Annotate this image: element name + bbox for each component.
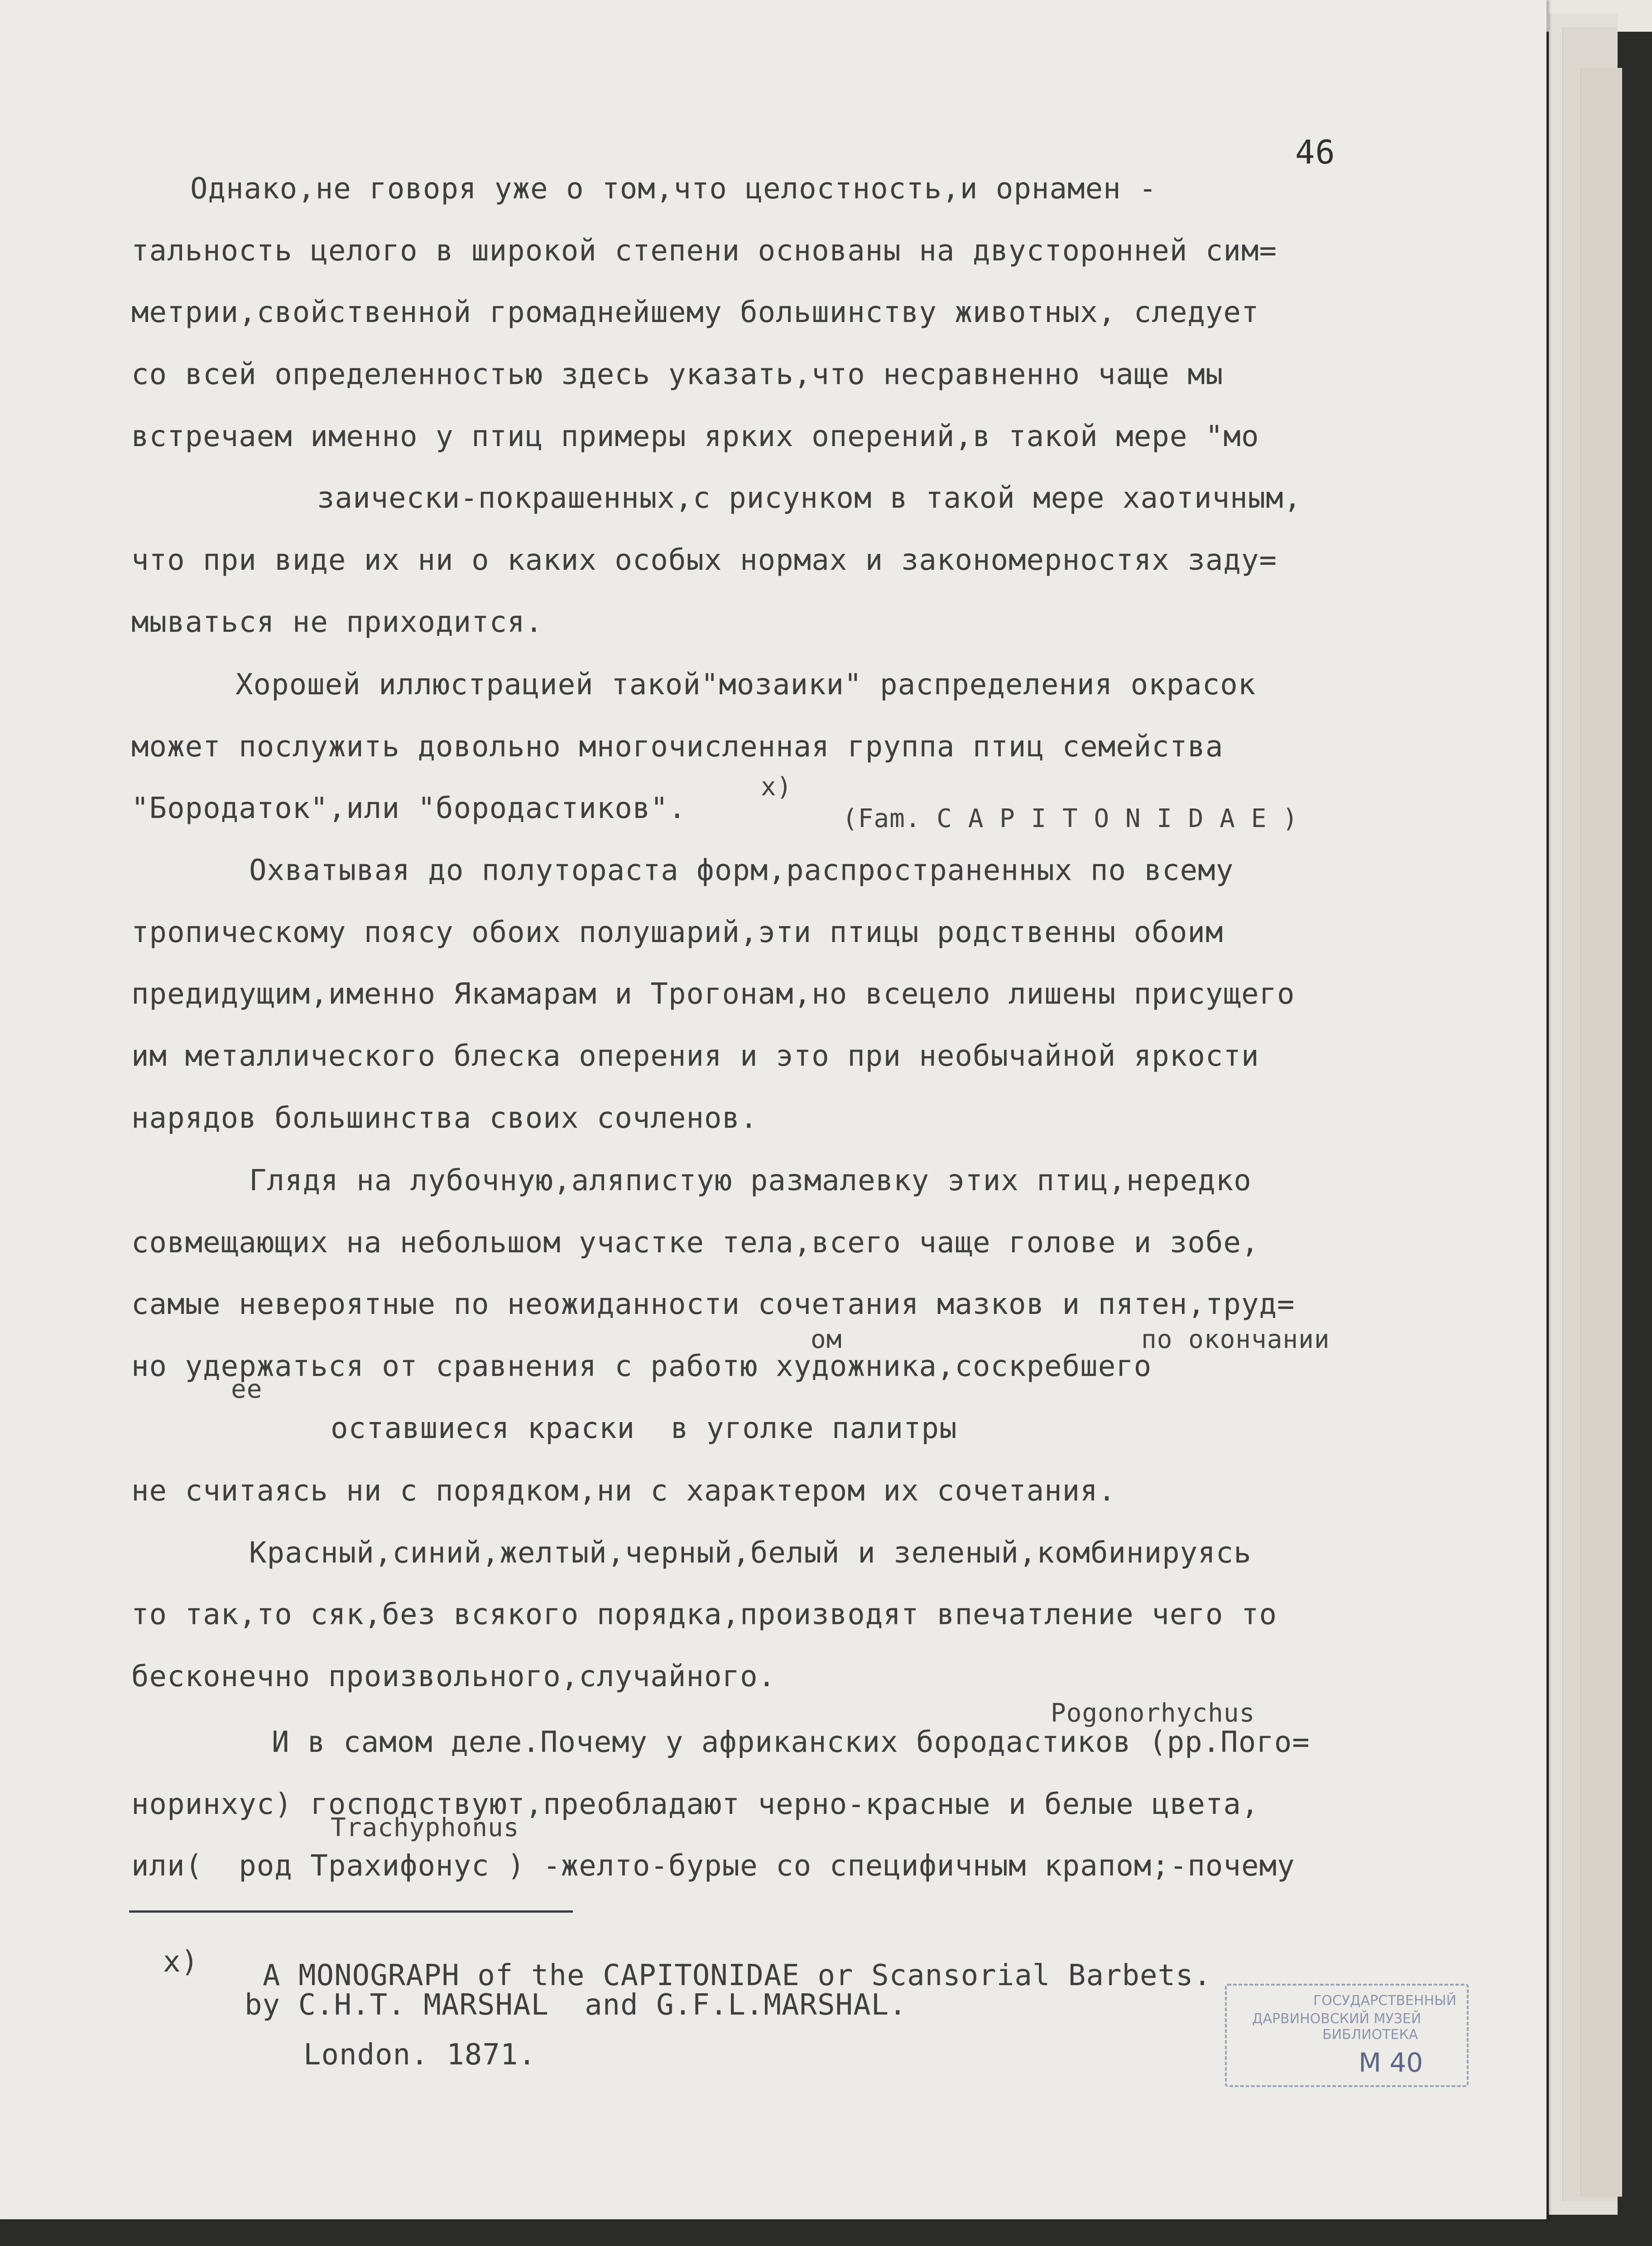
family-name: (Fam. C A P I T O N I D A E ): [842, 804, 1298, 833]
page-number: 46: [1295, 133, 1335, 171]
text-line: предидущим,именно Якамарам и Трогонам,но всецело лишены присущего: [131, 977, 1295, 1011]
text-line: "Бородаток",или "бородастиков".: [131, 792, 687, 825]
text-line: Хорошей иллюстрацией такой"мозаики" распределения окрасок: [235, 668, 1256, 702]
text-line: нарядов большинства своих сочленов.: [131, 1101, 758, 1135]
stamp-line: БИБЛИОТЕКА: [1322, 2027, 1418, 2043]
text-line: совмещающих на небольшом участке тела,всего чаще голове и зобе,: [131, 1226, 1259, 1260]
text-line: оставшиеся краски в уголке палитры: [331, 1412, 957, 1445]
text-line: не считаясь ни с порядком,ни с характером их сочетания.: [131, 1474, 1116, 1508]
text-line: Красный,синий,желтый,черный,белый и зеленый,комбинируясь: [249, 1536, 1252, 1570]
text-line: тропическому поясу обоих полушарий,эти птицы родственны обоим: [131, 916, 1224, 949]
correction-note: ом: [811, 1325, 842, 1354]
text-line: но удержаться от сравнения с работю художника,соскребшего: [131, 1350, 1152, 1383]
text-line: то так,то сяк,без всякого порядка,производят впечатление чего то: [131, 1598, 1277, 1631]
correction-note: по окончании: [1141, 1325, 1330, 1354]
footnote-line: A MONOGRAPH of the CAPITONIDAE or Scansorial Barbets.: [263, 1959, 1212, 1992]
correction-note: ее: [231, 1375, 263, 1404]
text-line: Однако,не говоря уже о том,что целостность,и орнамен -: [190, 172, 1157, 206]
text-line: или( род Трахифонус ) -желто-бурые со специфичным крапом;-почему: [131, 1849, 1295, 1883]
text-line: норинхус) господствуют,преобладают черно-красные и белые цвета,: [131, 1788, 1259, 1821]
text-line: заически-покрашенных,с рисунком в такой мере хаотичным,: [317, 481, 1302, 515]
stamp-mark: М 40: [1359, 2047, 1423, 2078]
text-line: может послужить довольно многочисленная группа птиц семейства: [131, 730, 1224, 764]
text-line: мываться не приходится.: [131, 606, 543, 639]
footnote-mark: x): [761, 772, 792, 802]
footnote-line: by C.H.T. MARSHAL and G.F.L.MARSHAL.: [245, 1988, 907, 2022]
text-line: самые невероятные по неожиданности сочетания мазков и пятен,труд=: [131, 1288, 1295, 1321]
text-line: И в самом деле.Почему у африканских бородастиков (рр.Пого=: [272, 1726, 1310, 1759]
text-line: со всей определенностью здесь указать,что несравненно чаще мы: [131, 358, 1224, 391]
latin-note: Trachyphonus: [331, 1813, 519, 1842]
text-line: что при виде их ни о каких особых нормах и закономерностях заду=: [131, 543, 1277, 577]
stamp-line: ДАРВИНОВСКИЙ МУЗЕЙ: [1252, 2011, 1421, 2027]
underlying-page: [1580, 68, 1622, 2197]
text-line: Глядя на лубочную,аляпистую размалевку этих птиц,нередко: [249, 1164, 1252, 1198]
latin-note: Pogonorhychus: [1051, 1698, 1255, 1728]
text-line: встречаем именно у птиц примеры ярких оперений,в такой мере "мо: [131, 420, 1259, 453]
text-line: метрии,свойственной громаднейшему большинству животных, следует: [131, 296, 1259, 329]
footnote-rule: [129, 1910, 573, 1913]
stamp-line: ГОСУДАРСТВЕННЫЙ: [1313, 1993, 1457, 2009]
footnote-line: London. 1871.: [303, 2038, 536, 2072]
text-line: Охватывая до полутораста форм,распространенных по всему: [249, 854, 1234, 887]
text-line: им металлического блеска оперения и это при необычайной яркости: [131, 1039, 1259, 1073]
text-line: тальность целого в широкой степени основаны на двусторонней сим=: [131, 234, 1277, 268]
text-line: бесконечно произвольного,случайного.: [131, 1660, 776, 1693]
footnote-mark: x): [163, 1945, 199, 1979]
